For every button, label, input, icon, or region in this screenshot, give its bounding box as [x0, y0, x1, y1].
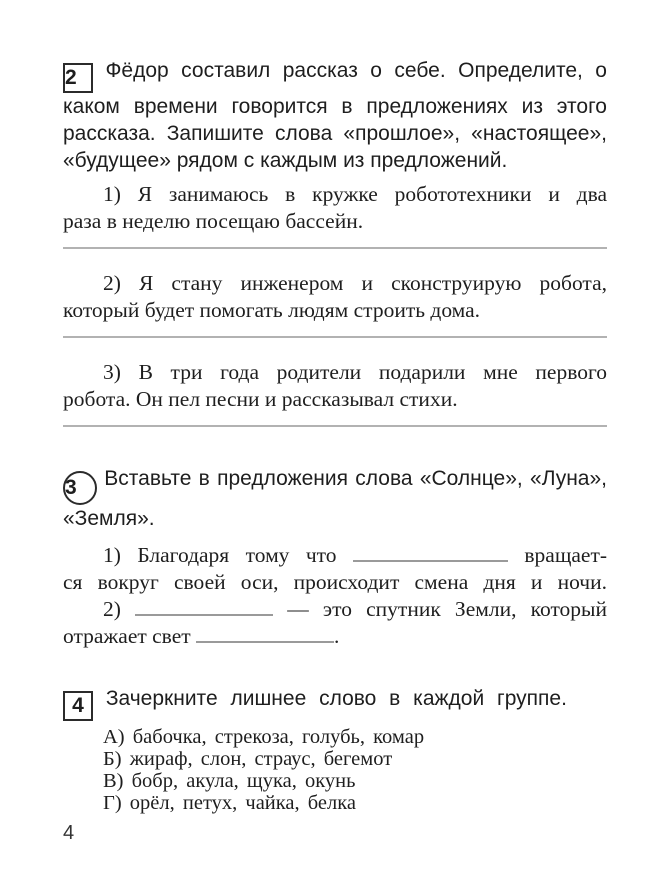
sentence-line — [103, 726, 607, 748]
instruction-text: каком времени говорится в предложениях из этого — [63, 95, 607, 118]
instruction-line — [63, 57, 607, 93]
sentence-line — [103, 748, 607, 770]
instruction-text: Зачеркните лишнее слово в каждой группе. — [105, 687, 567, 710]
task-item — [63, 359, 607, 413]
sentence-text: В) бобр, акула, щука, окунь — [103, 770, 356, 792]
sentence-line — [63, 542, 607, 569]
sentence-text: — это спутник Земли, который — [287, 597, 608, 621]
instruction-text: Вставьте в предложения слова «Солнце», «Луна», — [104, 467, 607, 490]
sentence-text: А) бабочка, стрекоза, голубь, комар — [103, 726, 425, 748]
instruction-line — [63, 147, 607, 174]
tasks-container — [63, 57, 607, 814]
task-number-marker: 2 — [63, 63, 93, 93]
sentence-text: робота. Он пел песни и рассказывал стихи. — [63, 387, 458, 411]
sentence-line — [63, 208, 607, 235]
instruction-line — [63, 683, 607, 721]
sentence-text: 2) — [103, 597, 121, 621]
task-item — [63, 270, 607, 324]
blank-line — [196, 641, 334, 643]
sentence-text: Б) жираф, слон, страус, бегемот — [103, 748, 393, 770]
sentence-line — [63, 297, 607, 324]
instruction-line — [63, 465, 607, 505]
blank-line — [135, 614, 273, 616]
sentence-line — [63, 386, 607, 413]
sentence-line — [63, 569, 607, 596]
sentence-text: который будет помогать людям строить дома. — [63, 298, 481, 322]
task-instruction — [63, 465, 607, 532]
instruction-text: «Земля». — [63, 507, 155, 530]
instruction-line — [63, 93, 607, 120]
sentence-text: . — [334, 624, 340, 648]
task-2-section — [63, 57, 607, 427]
sentence-line — [103, 770, 607, 792]
sentence-text: вращает- — [524, 543, 608, 567]
task-item — [63, 542, 607, 596]
sentence-text: Г) орёл, петух, чайка, белка — [103, 792, 357, 814]
task-3-section — [63, 465, 607, 650]
task-item — [63, 596, 607, 650]
instruction-text: Фёдор составил рассказ о себе. Определите, о — [105, 59, 607, 82]
sentence-line — [63, 623, 607, 650]
page-number: 4 — [63, 822, 75, 844]
task-instruction — [63, 683, 607, 721]
page-footer — [63, 822, 607, 845]
instruction-text: рассказа. Запишите слова «прошлое», «настоящее», — [63, 122, 607, 145]
task-4-section — [63, 683, 607, 814]
instruction-text: «будущее» рядом с каждым из предложений. — [63, 149, 508, 172]
answer-line — [63, 425, 607, 427]
task-item — [63, 181, 607, 235]
sentence-text: 3) В три года родители подарили мне первого — [103, 360, 607, 384]
sentence-text: 1) Благодаря тому что — [103, 543, 337, 567]
sentence-text: раза в неделю посещаю бассейн. — [63, 209, 364, 233]
instruction-line — [63, 505, 607, 532]
sentence-line — [103, 792, 607, 814]
sentence-text: ся вокруг своей оси, происходит смена дня и ночи. — [63, 570, 607, 594]
sentence-line — [63, 181, 607, 208]
instruction-line — [63, 120, 607, 147]
task-instruction — [63, 57, 607, 174]
task-number-marker: 4 — [63, 691, 93, 721]
sentence-line — [63, 270, 607, 297]
sentence-text: 1) Я занимаюсь в кружке робототехники и два — [103, 182, 607, 206]
answer-line — [63, 247, 607, 249]
sentence-line — [63, 359, 607, 386]
sentence-text: 2) Я стану инженером и сконструирую робота, — [103, 271, 607, 295]
blank-line — [353, 560, 508, 562]
task-number-marker: 3 — [63, 471, 97, 505]
task-item — [63, 726, 607, 814]
answer-line — [63, 336, 607, 338]
sentence-line — [63, 596, 607, 623]
sentence-text: отражает свет — [63, 624, 191, 648]
